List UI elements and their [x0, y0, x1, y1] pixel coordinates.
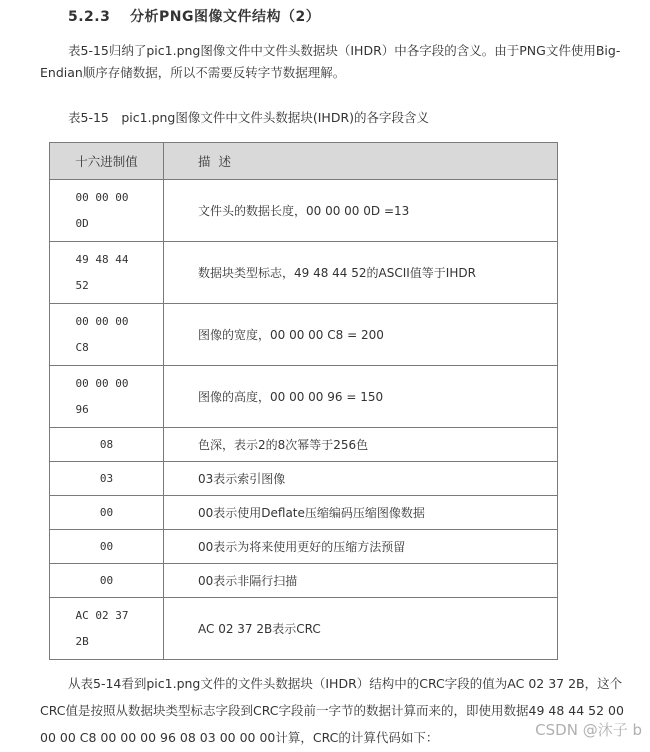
table-row [50, 496, 558, 530]
table-row [50, 242, 558, 304]
hex-value: 00 [50, 496, 164, 530]
header-hex: 十六进制值 [50, 143, 164, 180]
field-description: 数据块类型标志，49 48 44 52的ASCII值等于IHDR [164, 242, 558, 304]
table-row [50, 564, 558, 598]
field-description: 00表示非隔行扫描 [164, 564, 558, 598]
csdn-watermark: CSDN @沐子 b [535, 721, 642, 739]
intro-paragraph: 表5-15归纳了pic1.png图像文件中文件头数据块（IHDR）中各字段的含义。由于PNG文件使用Big-Endian顺序存储数据，所以不需要反转字节数据理解。 [40, 43, 621, 80]
ihdr-fields-table [49, 142, 558, 660]
hex-value: 00 [50, 530, 164, 564]
section-title: 分析PNG图像文件结构（2） [130, 9, 321, 25]
after-paragraph: 从表5-14看到pic1.png文件的文件头数据块（IHDR）结构中的CRC字段的值为AC 02 37 2B，这个CRC值是按照从数据块类型标志字段到CRC字段前一字节的数据计算而来的，即使用数据49 48 44 52 00 00 00 C8 00 00 00 96 08 03 00 00 00计算，CRC的计算代码如下： [40, 676, 624, 745]
table-row [50, 530, 558, 564]
table-row [50, 304, 558, 366]
field-description: 色深，表示2的8次幂等于256色 [164, 428, 558, 462]
hex-value: 08 [50, 428, 164, 462]
table-row [50, 366, 558, 428]
field-description: 图像的宽度，00 00 00 C8 = 200 [164, 304, 558, 366]
hex-value: 49 48 44 52 [75, 252, 136, 292]
field-description: AC 02 37 2B表示CRC [164, 598, 558, 660]
table-caption: 表5-15 pic1.png图像文件中文件头数据块(IHDR)的各字段含义 [68, 110, 430, 125]
hex-value: AC 02 37 2B [75, 608, 136, 648]
field-description: 00表示为将来使用更好的压缩方法预留 [164, 530, 558, 564]
hex-value: 00 [50, 564, 164, 598]
table-row [50, 428, 558, 462]
section-heading [68, 6, 320, 26]
table-row [50, 180, 558, 242]
hex-value: 03 [50, 462, 164, 496]
section-number: 5.2.3 [68, 9, 111, 25]
hex-value: 00 00 00 C8 [75, 314, 136, 354]
hex-value: 00 00 00 96 [75, 376, 136, 416]
table-row [50, 598, 558, 660]
hex-value: 00 00 00 0D [75, 190, 136, 230]
header-desc: 描述 [164, 143, 558, 180]
table-row [50, 462, 558, 496]
field-description: 00表示使用Deflate压缩编码压缩图像数据 [164, 496, 558, 530]
field-description: 图像的高度，00 00 00 96 = 150 [164, 366, 558, 428]
table-header-row [50, 143, 558, 180]
field-description: 文件头的数据长度，00 00 00 0D =13 [164, 180, 558, 242]
field-description: 03表示索引图像 [164, 462, 558, 496]
